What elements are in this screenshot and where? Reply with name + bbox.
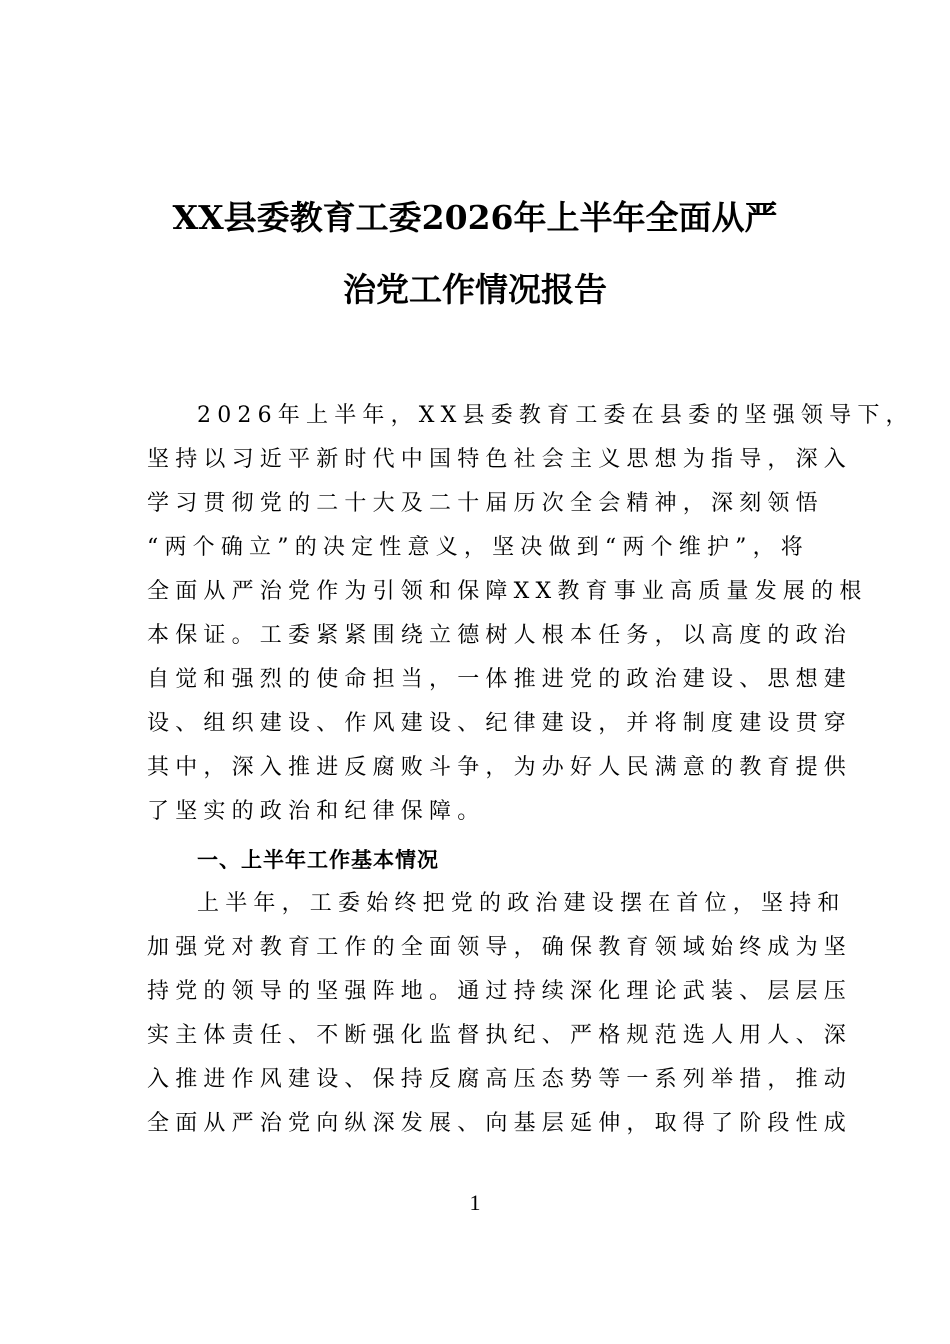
paragraph-line: 本保证。工委紧紧围绕立德树人根本任务，以高度的政治 — [147, 623, 853, 648]
paragraph-line: 全面从严治党向纵深发展、向基层延伸，取得了阶段性成 — [147, 1111, 853, 1136]
paragraph-line: 学习贯彻党的二十大及二十届历次全会精神，深刻领悟 — [147, 491, 824, 516]
paragraph-line: 坚持以习近平新时代中国特色社会主义思想为指导，深入 — [147, 447, 853, 472]
paragraph-line: 加强党对教育工作的全面领导，确保教育领域始终成为坚 — [147, 935, 853, 960]
paragraph-line: 上半年，工委始终把党的政治建设摆在首位，坚持和 — [197, 891, 846, 916]
paragraph-line: 自觉和强烈的使命担当，一体推进党的政治建设、思想建 — [147, 667, 853, 692]
section-paragraph — [147, 882, 853, 1146]
paragraph-line: 实主体责任、不断强化监督执纪、严格规范选人用人、深 — [147, 1023, 853, 1048]
paragraph-line: “两个确立”的决定性意义，坚决做到“两个维护”，将 — [147, 535, 809, 560]
paragraph-line: 其中，深入推进反腐败斗争，为办好人民满意的教育提供 — [147, 755, 853, 780]
paragraph-line: 了坚实的政治和纪律保障。 — [147, 799, 486, 824]
intro-paragraph — [147, 394, 914, 834]
page-number: 1 — [469, 1190, 481, 1215]
paragraph-line: 入推进作风建设、保持反腐高压态势等一系列举措，推动 — [147, 1067, 853, 1092]
paragraph-line: 全面从严治党作为引领和保障XX教育事业高质量发展的根 — [147, 579, 868, 604]
paragraph-line: 2026年上半年，XX县委教育工委在县委的坚强领导下， — [197, 403, 914, 428]
document-title-line-2: 治党工作情况报告 — [343, 270, 607, 309]
document-title-line-1: XX县委教育工委2026年上半年全面从严 — [172, 198, 778, 237]
paragraph-line: 设、组织建设、作风建设、纪律建设，并将制度建设贯穿 — [147, 711, 853, 736]
paragraph-line: 持党的领导的坚强阵地。通过持续深化理论武装、层层压 — [147, 979, 853, 1004]
section-heading: 一、上半年工作基本情况 — [197, 848, 439, 872]
